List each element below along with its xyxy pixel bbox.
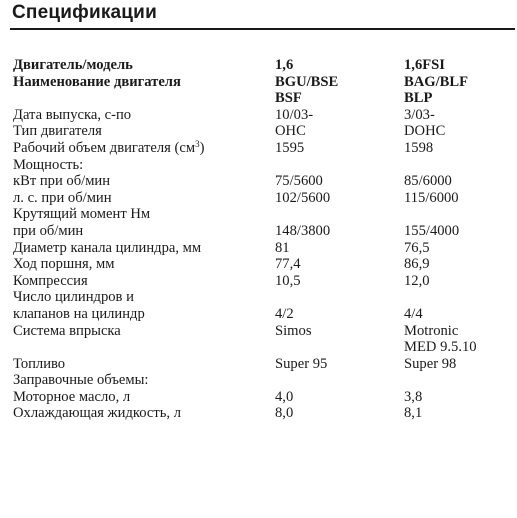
spec-row xyxy=(13,157,514,174)
spec-row xyxy=(13,107,514,124)
spec-row xyxy=(13,356,514,373)
spec-label-text: кВт при об/мин xyxy=(13,173,111,190)
spec-label xyxy=(13,306,275,323)
header-engine-1-6fsi: 1,6FSI xyxy=(404,57,445,73)
spec-label-superscript: 3 xyxy=(195,138,200,149)
spec-value-1-6fsi: 86,9 xyxy=(404,256,430,273)
spec-label-text: Компрессия xyxy=(13,272,88,289)
spec-label xyxy=(13,140,275,157)
spec-value-1-6: 4,0 xyxy=(275,388,294,405)
spec-label xyxy=(13,74,275,91)
spec-label xyxy=(13,339,275,356)
spec-label-text: Охлаждающая жидкость, л xyxy=(13,405,181,422)
spec-value-1-6fsi: 12,0 xyxy=(404,272,430,289)
spec-label-text: Система впрыска xyxy=(13,322,121,339)
spec-value-1-6 xyxy=(275,339,404,356)
spec-label-text: Наименование двигателя xyxy=(13,73,181,90)
spec-value-1-6: 148/3800 xyxy=(275,222,331,239)
spec-header-row xyxy=(13,57,514,74)
spec-value-1-6fsi: 3/03- xyxy=(404,106,435,123)
spec-value-1-6 xyxy=(275,157,404,174)
spec-value-1-6: 75/5600 xyxy=(275,173,323,190)
spec-label-text: Число цилиндров и xyxy=(13,289,134,306)
spec-label-text: Мощность: xyxy=(13,156,84,173)
spec-value-1-6: 1595 xyxy=(275,139,305,156)
spec-label xyxy=(13,123,275,140)
spec-value-1-6: 81 xyxy=(275,239,290,256)
spec-value-1-6fsi xyxy=(404,372,514,389)
spec-value-1-6fsi: 1598 xyxy=(404,139,434,156)
spec-value-1-6: 10,5 xyxy=(275,272,301,289)
spec-value-1-6: OHC xyxy=(275,123,306,140)
spec-label xyxy=(13,356,275,373)
spec-row xyxy=(13,206,514,223)
spec-row xyxy=(13,273,514,290)
title-divider xyxy=(10,28,515,30)
spec-row xyxy=(13,140,514,157)
spec-label-text: Моторное масло, л xyxy=(13,388,131,405)
spec-label-text: Ход поршня, мм xyxy=(13,256,115,273)
spec-label-text: Дата выпуска, с-по xyxy=(13,106,132,123)
spec-label xyxy=(13,256,275,273)
spec-row xyxy=(13,306,514,323)
spec-label-text: Заправочные объемы: xyxy=(13,372,149,389)
spec-row xyxy=(13,90,514,107)
spec-value-1-6fsi: 3,8 xyxy=(404,388,423,405)
spec-label-text: Топливо xyxy=(13,355,66,372)
spec-table xyxy=(13,57,514,422)
spec-row xyxy=(13,289,514,306)
spec-value-1-6: 102/5600 xyxy=(275,189,331,206)
header-label: Двигатель/модель xyxy=(13,57,133,73)
spec-label xyxy=(13,90,275,107)
spec-value-1-6fsi: DOHC xyxy=(404,123,446,140)
spec-row xyxy=(13,223,514,240)
spec-label xyxy=(13,223,275,240)
spec-row xyxy=(13,339,514,356)
spec-value-1-6fsi: BLP xyxy=(404,90,433,107)
spec-value-1-6 xyxy=(275,372,404,389)
spec-label xyxy=(13,289,275,306)
spec-label xyxy=(13,173,275,190)
spec-value-1-6: Super 95 xyxy=(275,355,328,372)
spec-label-text: клапанов на цилиндр xyxy=(13,305,145,322)
spec-row xyxy=(13,256,514,273)
spec-value-1-6 xyxy=(275,206,404,223)
spec-label-text: Рабочий объем двигателя (см xyxy=(13,139,196,156)
spec-value-1-6fsi: MED 9.5.10 xyxy=(404,339,477,356)
spec-row xyxy=(13,173,514,190)
spec-value-1-6: BGU/BSE xyxy=(275,73,339,90)
spec-label-text: Тип двигателя xyxy=(13,123,102,140)
spec-value-1-6fsi: 115/6000 xyxy=(404,189,459,206)
spec-label-suffix: ) xyxy=(199,139,205,156)
spec-label-text: при об/мин xyxy=(13,222,84,239)
spec-label xyxy=(13,240,275,257)
spec-label xyxy=(13,107,275,124)
spec-value-1-6fsi: 8,1 xyxy=(404,405,423,422)
spec-label-text: Диаметр канала цилиндра, мм xyxy=(13,239,202,256)
spec-label xyxy=(13,273,275,290)
spec-label-text: л. с. при об/мин xyxy=(13,189,112,206)
spec-value-1-6fsi: 76,5 xyxy=(404,239,430,256)
spec-label xyxy=(13,323,275,340)
spec-label xyxy=(13,190,275,207)
spec-value-1-6fsi: BAG/BLF xyxy=(404,73,469,90)
spec-row xyxy=(13,389,514,406)
spec-value-1-6: 10/03- xyxy=(275,106,314,123)
spec-value-1-6: 77,4 xyxy=(275,256,301,273)
spec-value-1-6fsi xyxy=(404,289,514,306)
spec-label-text: Крутящий момент Нм xyxy=(13,206,151,223)
spec-value-1-6fsi: 155/4000 xyxy=(404,222,460,239)
spec-row xyxy=(13,323,514,340)
spec-row xyxy=(13,190,514,207)
spec-value-1-6fsi: 4/4 xyxy=(404,305,423,322)
spec-row xyxy=(13,123,514,140)
spec-value-1-6fsi: 85/6000 xyxy=(404,173,452,190)
spec-row xyxy=(13,240,514,257)
spec-value-1-6fsi xyxy=(404,157,514,174)
spec-value-1-6: Simos xyxy=(275,322,312,339)
spec-label xyxy=(13,389,275,406)
header-engine-1-6: 1,6 xyxy=(275,57,294,73)
spec-label xyxy=(13,157,275,174)
spec-value-1-6: 4/2 xyxy=(275,305,294,322)
spec-value-1-6fsi: Motronic xyxy=(404,322,459,339)
spec-label xyxy=(13,206,275,223)
spec-label xyxy=(13,372,275,389)
spec-value-1-6: 8,0 xyxy=(275,405,294,422)
spec-value-1-6: BSF xyxy=(275,90,302,107)
spec-row xyxy=(13,74,514,91)
spec-value-1-6fsi xyxy=(404,206,514,223)
spec-value-1-6fsi: Super 98 xyxy=(404,355,457,372)
spec-rows xyxy=(13,74,514,422)
section-title: Спецификации xyxy=(12,2,157,23)
spec-label xyxy=(13,405,275,422)
spec-row xyxy=(13,372,514,389)
spec-value-1-6 xyxy=(275,289,404,306)
spec-row xyxy=(13,405,514,422)
